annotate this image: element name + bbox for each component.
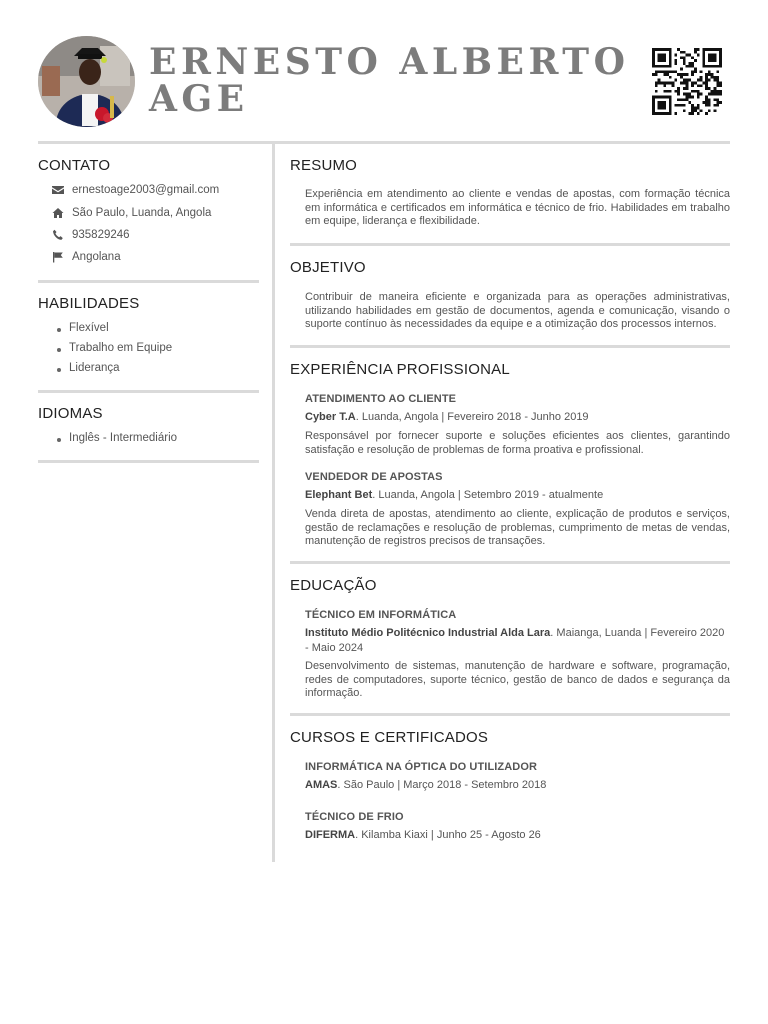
- section-divider: [38, 390, 259, 393]
- course-meta: [305, 778, 730, 793]
- skill-item: Liderança: [69, 362, 120, 374]
- candidate-name: [149, 41, 630, 120]
- home-icon: [52, 207, 64, 219]
- job-details: . Luanda, Angola | Fevereiro 2018 - Junho 2019: [355, 411, 589, 423]
- profile-photo: [38, 36, 135, 127]
- language-item: Inglês - Intermediário: [69, 432, 178, 444]
- section-divider: [290, 561, 730, 564]
- course-details: . Kilamba Kiaxi | Junho 25 - Agosto 26: [355, 829, 541, 841]
- education-meta: [305, 626, 730, 656]
- candidate-name-line1: ERNESTO ALBERTO: [149, 41, 630, 83]
- contact-phone-value: 935829246: [72, 229, 130, 241]
- job-meta: [305, 410, 730, 425]
- resume-header: [38, 36, 730, 128]
- contact-nationality: [52, 251, 121, 263]
- contact-email-value: ernestoage2003@gmail.com: [72, 184, 220, 196]
- contact-address: [52, 207, 211, 219]
- job-description: Responsável por fornecer suporte e soluções eficientes aos clientes, garantindo satisfação e resolução de problemas de forma proativa e profissional.: [305, 430, 730, 456]
- education-description: Desenvolvimento de sistemas, manutenção de hardware e software, programação, redes de computadores, suporte técnico, gestão de banco de dados e segurança da informação.: [305, 660, 730, 700]
- contact-phone: [52, 229, 130, 241]
- job-description: Venda direta de apostas, atendimento ao cliente, explicação de produtos e serviços, gestão de reclamações e resolução de problemas, cumprimento de metas de vendas, manutenção de registros precisos de transações.: [305, 508, 730, 548]
- section-divider: [290, 345, 730, 348]
- phone-icon: [52, 229, 64, 241]
- contact-address-value: São Paulo, Luanda, Angola: [72, 207, 212, 219]
- course-org: DIFERMA: [305, 829, 356, 841]
- course-name: INFORMÁTICA NA ÓPTICA DO UTILIZADOR: [305, 761, 538, 773]
- section-divider: [290, 713, 730, 716]
- job-org: Elephant Bet: [305, 489, 373, 501]
- summary-text: Experiência em atendimento ao cliente e vendas de apostas, com formação técnica em informática e certificados em informática e técnico de frio. Habilidades em trabalho em equipe, liderança e flexibilidade.: [305, 188, 730, 228]
- course-org: AMAS: [305, 779, 338, 791]
- courses-section-title: CURSOS E CERTIFICADOS: [290, 729, 489, 746]
- flag-icon: [52, 251, 64, 263]
- job-meta: [305, 488, 730, 503]
- job-role: VENDEDOR DE APOSTAS: [305, 471, 443, 483]
- course-details: . São Paulo | Março 2018 - Setembro 2018: [337, 779, 547, 791]
- education-course: TÉCNICO EM INFORMÁTICA: [305, 609, 457, 621]
- job-role: ATENDIMENTO AO CLIENTE: [305, 393, 457, 405]
- header-divider: [38, 141, 730, 144]
- candidate-name-line2: AGE: [149, 78, 249, 120]
- summary-section-title: RESUMO: [290, 157, 358, 174]
- contact-section-title: CONTATO: [38, 157, 111, 174]
- skill-item: Trabalho em Equipe: [69, 342, 173, 354]
- job-org: Cyber T.A: [305, 411, 356, 423]
- job-details: . Luanda, Angola | Setembro 2019 - atualmente: [372, 489, 604, 501]
- section-divider: [290, 243, 730, 246]
- course-name: TÉCNICO DE FRIO: [305, 811, 404, 823]
- skill-item: Flexível: [69, 322, 109, 334]
- column-divider: [272, 144, 275, 862]
- envelope-icon: [52, 184, 64, 196]
- languages-section-title: IDIOMAS: [38, 405, 103, 422]
- contact-email: [52, 184, 219, 196]
- qr-code-icon: [652, 48, 722, 115]
- section-divider: [38, 460, 259, 463]
- section-divider: [38, 280, 259, 283]
- education-institution: Instituto Médio Politécnico Industrial Alda Lara: [305, 627, 551, 639]
- skills-section-title: HABILIDADES: [38, 295, 140, 312]
- education-section-title: EDUCAÇÃO: [290, 577, 377, 594]
- contact-nationality-value: Angolana: [72, 251, 121, 263]
- objective-text: Contribuir de maneira eficiente e organizada para as operações administrativas, utilizando habilidades em gestão de documentos, agenda e comunicação, visando o suporte contínuo às necessidades da equipe e a otimização dos processos internos.: [305, 291, 730, 331]
- course-meta: [305, 828, 730, 843]
- education-details: . Maianga, Luanda | Fevereiro 2020 - Maio 2024: [305, 627, 725, 654]
- objective-section-title: OBJETIVO: [290, 259, 366, 276]
- experience-section-title: EXPERIÊNCIA PROFISSIONAL: [290, 361, 510, 378]
